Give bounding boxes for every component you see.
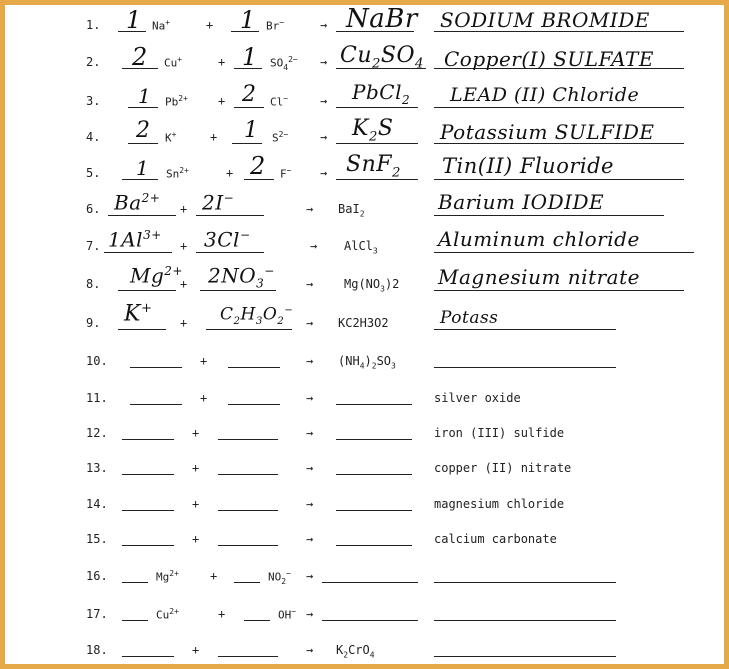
arrow-icon: → [306, 391, 314, 405]
arrow-icon: → [306, 461, 314, 475]
arrow-icon: → [310, 239, 318, 253]
problem-number: 2. [86, 55, 101, 69]
handwritten-anion-coefficient: 2 [242, 82, 257, 107]
problem-row-11 [0, 377, 729, 413]
problem-row-16 [0, 555, 729, 591]
problem-number: 18. [86, 643, 108, 657]
handwritten-formula: NaBr [346, 4, 418, 34]
compound-formula: BaI$_2$ [338, 202, 365, 219]
plus-sign: + [192, 643, 200, 657]
compound-name: magnesium chloride [434, 497, 565, 511]
problem-number: 9. [86, 316, 101, 330]
handwritten-compound-name: Magnesium nitrate [438, 265, 640, 289]
arrow-icon: → [320, 18, 328, 32]
plus-sign: + [180, 239, 188, 253]
plus-sign: + [192, 426, 200, 440]
anion-blank[interactable] [196, 215, 264, 216]
anion-blank[interactable] [206, 329, 292, 330]
name-blank[interactable] [434, 620, 616, 621]
handwritten-anion-coefficient: 2 [250, 152, 266, 180]
plus-sign: + [180, 202, 188, 216]
arrow-icon: → [306, 202, 314, 216]
problem-number: 10. [86, 354, 108, 368]
formula-blank[interactable] [336, 545, 412, 546]
name-blank[interactable] [434, 582, 616, 583]
anion-blank[interactable] [218, 510, 278, 511]
plus-sign: + [200, 391, 208, 405]
compound-name: silver oxide [434, 391, 521, 405]
handwritten-anion: 2I− [202, 190, 235, 215]
handwritten-formula: PbCl$_2$ [352, 80, 411, 107]
plus-sign: + [180, 316, 188, 330]
cation-ion: $Cu^{2+}$ [156, 607, 179, 622]
handwritten-cation: $Ba^{2+}$ [114, 190, 161, 215]
compound-formula: KC2H3O2 [338, 316, 389, 330]
cation-blank[interactable] [122, 510, 174, 511]
problem-number: 3. [86, 94, 101, 108]
plus-sign: + [218, 607, 226, 621]
handwritten-compound-name: LEAD (II) Chloride [450, 84, 640, 106]
plus-sign: + [218, 94, 226, 108]
anion-ion: $S^{2-}$ [272, 130, 289, 145]
problem-row-17 [0, 593, 729, 629]
problem-number: 17. [86, 607, 108, 621]
name-blank[interactable] [434, 656, 616, 657]
name-blank[interactable] [434, 179, 684, 180]
cation-blank[interactable] [122, 656, 174, 657]
problem-number: 13. [86, 461, 108, 475]
anion-ion: Cl− [270, 94, 289, 109]
problem-row-1 [0, 4, 729, 40]
arrow-icon: → [320, 55, 328, 69]
handwritten-cation: K+ [124, 301, 153, 327]
handwritten-anion-coefficient: 1 [242, 43, 258, 71]
handwritten-compound-name: Tin(II) Fluoride [442, 154, 614, 178]
formula-blank[interactable] [336, 439, 412, 440]
name-blank[interactable] [434, 215, 664, 216]
handwritten-compound-name: Potass [440, 308, 499, 328]
arrow-icon: → [320, 94, 328, 108]
plus-sign: + [192, 532, 200, 546]
arrow-icon: → [306, 354, 314, 368]
handwritten-compound-name: Barium IODIDE [438, 190, 605, 214]
problem-number: 1. [86, 18, 101, 32]
cation-blank[interactable] [122, 474, 174, 475]
compound-name: iron (III) sulfide [434, 426, 565, 440]
plus-sign: + [192, 497, 200, 511]
handwritten-compound-name: SODIUM BROMIDE [440, 8, 650, 32]
anion-blank[interactable] [228, 367, 280, 368]
name-blank[interactable] [434, 367, 616, 368]
anion-blank[interactable] [218, 545, 278, 546]
problem-number: 4. [86, 130, 101, 144]
anion-blank[interactable] [200, 290, 276, 291]
handwritten-anion: $2NO_3^-$ [208, 263, 275, 291]
arrow-icon: → [306, 643, 314, 657]
cation-ion: $Sn^{2+}$ [166, 166, 189, 181]
problem-number: 16. [86, 569, 108, 583]
problem-row-7 [0, 225, 729, 261]
problem-row-14 [0, 483, 729, 519]
anion-coefficient-blank[interactable] [234, 582, 260, 583]
plus-sign: + [200, 354, 208, 368]
problem-number: 8. [86, 277, 101, 291]
problem-row-13 [0, 447, 729, 483]
compound-name: calcium carbonate [434, 532, 557, 546]
problem-row-8 [0, 263, 729, 299]
handwritten-formula: $Cu_2SO_4$ [340, 43, 424, 72]
plus-sign: + [210, 130, 218, 144]
cation-blank[interactable] [122, 439, 174, 440]
handwritten-cation-coefficient: 1 [126, 6, 142, 34]
cation-blank[interactable] [130, 367, 182, 368]
plus-sign: + [192, 461, 200, 475]
handwritten-anion: $C_2H_3O_2^-$ [220, 304, 294, 328]
plus-sign: + [226, 166, 234, 180]
cation-ion: K+ [165, 130, 177, 145]
compound-formula: $Mg(NO_3)2$ [344, 277, 400, 294]
cation-blank[interactable] [118, 329, 166, 330]
anion-blank[interactable] [228, 404, 280, 405]
arrow-icon: → [306, 497, 314, 511]
cation-ion: $Pb^{2+}$ [165, 94, 188, 109]
anion-blank[interactable] [218, 656, 278, 657]
problem-row-4 [0, 116, 729, 152]
handwritten-compound-name: Potassium SULFIDE [440, 120, 655, 144]
compound-formula: $K_2CrO_4$ [336, 643, 375, 660]
anion-ion: OH− [278, 607, 297, 622]
handwritten-formula: $K_2S$ [352, 116, 394, 145]
arrow-icon: → [320, 130, 328, 144]
problem-row-12 [0, 412, 729, 448]
anion-coefficient-blank[interactable] [244, 620, 270, 621]
problem-number: 12. [86, 426, 108, 440]
problem-number: 15. [86, 532, 108, 546]
cation-blank[interactable] [118, 290, 176, 291]
formula-blank[interactable] [336, 404, 412, 405]
cation-blank[interactable] [130, 404, 182, 405]
formula-blank[interactable] [336, 107, 418, 108]
cation-ion: Na+ [152, 18, 171, 33]
problem-number: 5. [86, 166, 101, 180]
cation-coefficient-blank[interactable] [122, 582, 148, 583]
handwritten-cation-coefficient: 1 [138, 84, 152, 108]
handwritten-anion-coefficient: 1 [240, 6, 256, 34]
anion-blank[interactable] [218, 474, 278, 475]
plus-sign: + [218, 55, 226, 69]
cation-blank[interactable] [122, 545, 174, 546]
arrow-icon: → [306, 532, 314, 546]
handwritten-formula: SnF$_2$ [346, 152, 401, 181]
plus-sign: + [206, 18, 214, 32]
name-blank[interactable] [434, 107, 684, 108]
problem-row-2 [0, 41, 729, 77]
problem-row-6 [0, 188, 729, 224]
problem-number: 7. [86, 239, 101, 253]
anion-blank[interactable] [218, 439, 278, 440]
compound-formula: AlCl$_3$ [344, 239, 378, 256]
handwritten-cation-coefficient: 1 [136, 156, 150, 180]
arrow-icon: → [306, 316, 314, 330]
problem-number: 14. [86, 497, 108, 511]
problem-row-18 [0, 629, 729, 665]
handwritten-cation-coefficient: 2 [136, 118, 151, 143]
formula-blank[interactable] [336, 474, 412, 475]
anion-coefficient-blank[interactable] [232, 143, 262, 144]
anion-coefficient-blank[interactable] [234, 107, 264, 108]
cation-coefficient-blank[interactable] [122, 620, 148, 621]
arrow-icon: → [306, 426, 314, 440]
formula-blank[interactable] [322, 620, 418, 621]
formula-blank[interactable] [322, 582, 418, 583]
handwritten-anion-coefficient: 1 [244, 118, 259, 143]
handwritten-compound-name: Aluminum chloride [438, 227, 640, 251]
problem-number: 6. [86, 202, 101, 216]
problem-row-10 [0, 340, 729, 376]
plus-sign: + [180, 277, 188, 291]
handwritten-cation: $1Al^{3+}$ [108, 227, 162, 252]
handwritten-anion: 3Cl− [204, 227, 251, 252]
problem-number: 11. [86, 391, 108, 405]
name-blank[interactable] [434, 290, 684, 291]
cation-coefficient-blank[interactable] [128, 143, 158, 144]
problem-row-5 [0, 152, 729, 188]
problem-row-3 [0, 80, 729, 116]
anion-ion: Br− [266, 18, 285, 33]
handwritten-compound-name: Copper(I) SULFATE [444, 47, 654, 71]
name-blank[interactable] [434, 252, 694, 253]
anion-ion: F− [280, 166, 292, 181]
plus-sign: + [210, 569, 218, 583]
compound-formula: $(NH_4)_2SO_3$ [338, 354, 396, 371]
handwritten-cation: $Mg^{2+}$ [130, 263, 183, 288]
arrow-icon: → [306, 569, 314, 583]
anion-ion: $NO_2^-$ [268, 569, 291, 586]
anion-blank[interactable] [196, 252, 264, 253]
name-blank[interactable] [434, 329, 616, 330]
cation-blank[interactable] [104, 252, 172, 253]
cation-blank[interactable] [108, 215, 176, 216]
anion-ion: $SO_4^{2-}$ [270, 55, 298, 72]
problem-row-15 [0, 518, 729, 554]
arrow-icon: → [306, 607, 314, 621]
handwritten-cation-coefficient: 2 [132, 43, 148, 71]
compound-name: copper (II) nitrate [434, 461, 572, 475]
problem-row-9 [0, 302, 729, 338]
arrow-icon: → [320, 166, 328, 180]
formula-blank[interactable] [336, 510, 412, 511]
cation-ion: Cu+ [164, 55, 183, 70]
cation-ion: $Mg^{2+}$ [156, 569, 179, 584]
arrow-icon: → [306, 277, 314, 291]
